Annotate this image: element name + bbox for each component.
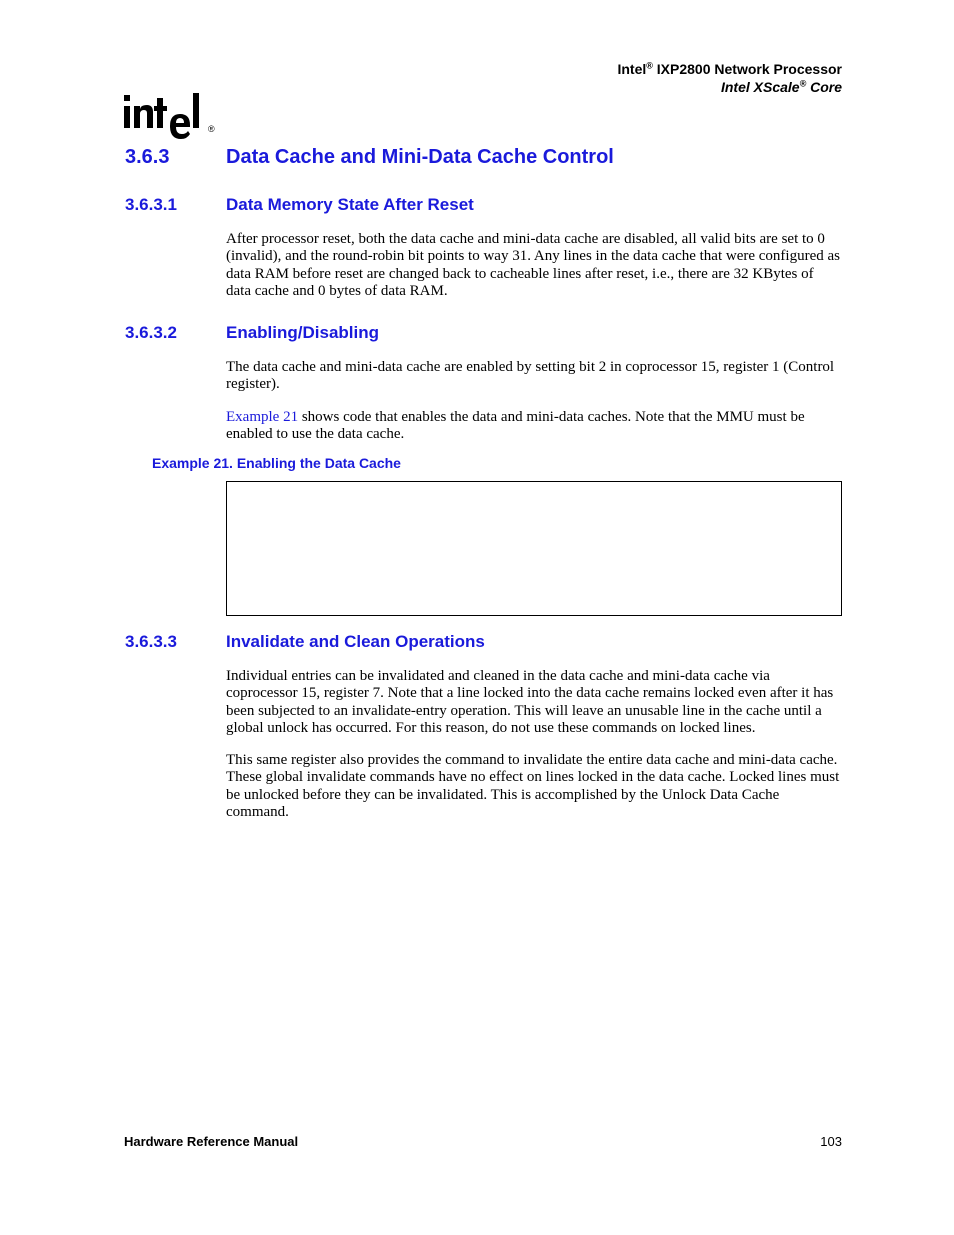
- example-caption: Example 21. Enabling the Data Cache: [152, 455, 401, 471]
- code-example-box: [226, 481, 842, 616]
- subsection-title: Enabling/Disabling: [226, 323, 380, 342]
- subsection-number: 3.6.3.1: [125, 195, 177, 214]
- paragraph-invalidate-entries: Individual entries can be invalidated and cleaned in the data cache and mini-data cache via coprocessor 15, register 7. Note that a line locked into the data cache remains locked even after it has been subjected to an invalidate-entry operation. This will leave an unusable line in the cache until a global unlock has occurred. For this reason, do not use these commands on locked lines.: [226, 668, 834, 737]
- section-heading: [125, 146, 614, 169]
- example-21-link[interactable]: Example 21: [226, 409, 299, 425]
- subsection-heading-1: [125, 195, 474, 215]
- paragraph-global-invalidate: This same register also provides the command to invalidate the entire data cache and mini-data cache. These global invalidate commands have no effect on lines locked in the data cache. Locked lines must be unlocked before they can be invalidated. This is accomplished by the Unlock Data Cache command.: [226, 752, 840, 821]
- logo-registered-mark: ®: [208, 124, 215, 134]
- running-header: [617, 60, 842, 96]
- subsection-heading-3: [125, 632, 485, 652]
- subsection-number: 3.6.3.2: [125, 323, 177, 342]
- paragraph-example-reference: Example 21 shows code that enables the data and mini-data caches. Note that the MMU must be enabled to use the data cache.: [226, 409, 805, 443]
- core-title: Intel XScale® Core: [720, 78, 842, 95]
- paragraph-reset-state: After processor reset, both the data cache and mini-data cache are disabled, all valid bits are set to 0 (invalid), and the round-robin bit points to way 31. Any lines in the data cache that were configured as data RAM before reset are changed back to cacheable lines after reset, i.e., there are 32 KBytes of data cache and 0 bytes of data RAM.: [226, 231, 840, 300]
- subsection-title: Invalidate and Clean Operations: [226, 632, 485, 651]
- footer-page-number: 103: [820, 1134, 842, 1149]
- subsection-heading-2: [125, 323, 379, 343]
- footer-manual-title: Hardware Reference Manual: [124, 1134, 299, 1149]
- section-number: 3.6.3: [125, 146, 170, 168]
- product-title: Intel® IXP2800 Network Processor: [617, 60, 842, 77]
- section-title: Data Cache and Mini-Data Cache Control: [226, 146, 614, 168]
- intel-logo: [122, 88, 222, 148]
- paragraph-enabling: The data cache and mini-data cache are enabled by setting bit 2 in coprocessor 15, register 1 (Control register).: [226, 359, 835, 393]
- subsection-title: Data Memory State After Reset: [226, 195, 474, 214]
- subsection-number: 3.6.3.3: [125, 632, 177, 651]
